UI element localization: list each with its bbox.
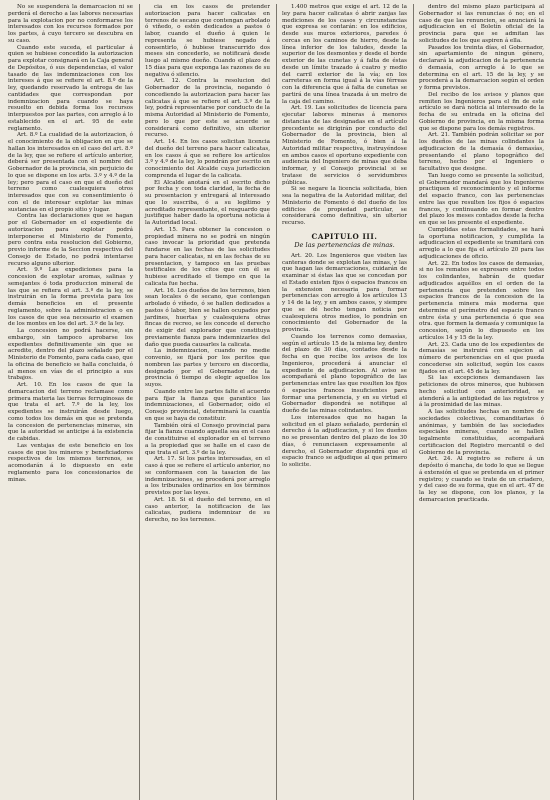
article-paragraph: Las ventajas de este beneficio en los casos de que los mineros y beneficiadores respectivos de los mismos terrenos, se acomodarán á lo dispuesto en este reglamento para los concesionarios de minas. xyxy=(8,442,133,483)
chapter-heading xyxy=(282,232,407,250)
text-column-1 xyxy=(8,4,133,800)
article-paragraph: Art. 20. Los Ingenieros que visiten las canteras donde se explotan las minas, y las que hagan las demarcaciones, cuidarán de examinar si éstas las que se concedan por el Estado existen fijos ó espacios francos en la extension necesaria para formar pertenencias con arreglo á los artículos 13 y 14 de la ley, y en ambos casos, y siempre que se dé hecho tengan noticia por cualesquiera otros medios, lo pondrán en conocimiento del Gobernador de la provincia. xyxy=(282,252,407,333)
article-paragraph: Art. 15. Para obtener la concesion o propiedad minera no se podrá en ningún caso invocar la prioridad que pretenda fundarse en las fechas de las solicitudes para hacer calicatas, ni en las fechas de su presentacion, y tampoco en las pruebas testificales de los citos que con él se hubiese acreditado el tiempo en que la calicata fue hecha. xyxy=(145,226,270,287)
article-paragraph: No se suspenderá la demarcacion ni se perderá el derecho a las labores necesarias para la explotacion por no conformarse los interesados con los recursos formados por los partes, á cuyo tercero se descubra en su caso. xyxy=(8,4,133,44)
article-paragraph: Art. 14. En los casos solicitan licencia del dueño del terreno para hacer calicatas, en los casos á que se refiere los artículos 3.º y 4.º de la ley, lo pondrán por escrito en conocimiento del Alcalde cuya jurisdiccion comprenda el lugar de la calicata. xyxy=(145,139,270,179)
article-paragraph: dentro del mismo plazo participará al Gobernador si las renuncias ó no; en el caso de que las renuncien, se anunciará la adjudicacion en el Boletín oficial de la provincia para que se admitan las solicitudes de los que aspiren á ella. xyxy=(419,4,544,44)
article-paragraph: Del recibo de los avisos y planos que remiten los Ingenieros para el fin de este artículo se dará noticia al interesado de la fecha de su entrada en la oficina del Gobierno de provincia, en la misma forma que se dispone para los demás registros. xyxy=(419,91,544,132)
article-paragraph: Si se negare la licencia solicitada, bien sea la negativa de la Autoridad militar, del Ministerio de Fomento ó del dueño de los edificios de propiedad particular, se considerará como definitiva, sin ulterior recurso. xyxy=(282,186,407,226)
article-paragraph: A las solicitudes hechas en nombre de sociedades colectivas, comanditarias ó anónimas, y también de las sociedades especiales mineras, cuando se hallen legalmente constituidas, acompañará certificacion del Registro mercantil o del Gobierno de la provincia. xyxy=(419,409,544,456)
article-paragraph: La indemnizacion, cuando no medie convenio, se fijará por los peritos que nombren las partes y tercero en discordia, designado por el Gobernador de la provincia ó tiempo de elegir aquellos los suyos. xyxy=(145,348,270,388)
article-paragraph: Art. 8.º La cualidad de la autorizacion, ó el conocimiento de la obligacion en que se hallan los interesados en el caso del art. 8.º de la ley, que se refiere el artículo anterior, deberá ser presentada con el nombre del Gobernador de la provincia, sin perjuicio de lo que se dispone en los arts. 3.º y 4.º de la ley; pero para el caso en que el dueño del terreno como cualesquiera otros interesados que con su consentimiento ó con el de interesar explotar las minas sustancias en el propio sitio y lugar. xyxy=(8,132,133,213)
article-paragraph: Art. 23. Cada uno de los expedientes de demasías se instruirá con sujecion al número de pertenencias en el que pueda concederse sin solicitud, según los casos fijados en el art. 45 de la ley. xyxy=(419,341,544,375)
article-paragraph: Art. 17. Si los partes interesadas, en el caso á que se refiere el artículo anterior, no se conformasen con la tasacion de las indemnizaciones, se procederá por arreglo a los tribunales ordinarios en los términos previstos por las leyes. xyxy=(145,456,270,496)
article-paragraph: Art. 19. Las solicitudes de licencia para ejecutar labores mineras á menores distancias de las designadas en el artículo precedente se dirigirán por conducto del Gobernador de la provincia, bien al Ministerio de Fomento, ó bien á la Autoridad militar respectiva, instruyéndose en ambos casos el oportuno expediente con audiencia del Ingeniero de minas que deba informar, y el Consejo provincial si se tratase de servicios ó servidumbres públicas. xyxy=(282,105,407,186)
article-paragraph: Si las excepciones demandasen las peticiones de otros mineros, que hubiesen hecho solicitud con anterioridad, se atenderá a la antigüedad de las registros y á la proximidad de las minas. xyxy=(419,375,544,409)
article-paragraph: 1.400 metros que exige el art. 12 de la ley para hacer calicatas ó abrir zanjas las mediciones de los casos y circunstancias que expresa se contarán: en los edificios, desde sus muros exteriores, paredes ó cercas en los caminos de hierro, desde la línea inferior de los taludes, desde la superior de los desmontes y desde el borde exterior de las cunetas y á falta de éstas desde un límite trazado á cuatro y medio del carril exterior de la vía; en los carreteras en forma igual á la vías férreas con la diferencia que á falta de cunetas se partirá de una línea trazada á un metro de la caja del camino. xyxy=(282,4,407,105)
article-paragraph: Contra las declaraciones que se hagan por el Gobernador en el expediente de autorizacion para explotar podrá interponerse el Ministerio de Fomento, pero contra esta resolucion del Gobierno, previo informe de la Seccion respectiva del Consejo de Estado, no podrá intentarse recurso alguno ulterior. xyxy=(8,213,133,267)
article-paragraph: Art. 22. En todos los casos de demasías, si no los remates se expresare entre todos los colindantes, habrán de quedar adjudicados aquéllos en el orden de la pertenencia que pretenden sobre los espacios francos de la concesion de la pertenencia minera más moderna que determine el perímetro del espacio franco entre ésta y una pertenencia ó que sea otra. que formen la demasía y comunique la concesion, según lo dispuesto en los artículos 14 y 15 de la ley. xyxy=(419,260,544,341)
article-paragraph: Art. 21. También podrán solicitar se por los dueños de las minas colindantes la adjudicacion de la demasía ó demasías, presentando el plano topográfico del terreno, hecho por el Ingeniero o facultativo que designe. xyxy=(419,132,544,172)
article-paragraph: Art. 24. Al registro se refiere á un depósito ó mancha, de todo lo que se llegue á extensión el que se pretenda en el primer registro; y cuando se trate de un criadero, y del caso de su forma, que en el art. 47 de la ley se dispone, con los planos, y la demarcacion practicada. xyxy=(419,456,544,503)
article-paragraph: Cumplidas estas formalidades, se hará la oportuna notificacion, y cumplida la adjudicacion el expediente se tramitará con arreglo a lo que fija el artículo 20 para las adjudicaciones de oficio. xyxy=(419,226,544,260)
article-paragraph: También oirá el Consejo provincial para fijar la fianza cuando aquella sea en el caso de constituirse el explorador en el terreno a la propiedad que se halle en el caso de que trata el art. 3.º de la ley. xyxy=(145,422,270,456)
article-paragraph: El Alcalde anotará en el escrito dicho por fecha y con toda claridad, la fecha de su presentacion y entregará al interesado que lo suscriba, ó a su legítimo y acreditado representante, el resguardo que justifique haber dado la oportuna noticia á la Autoridad local. xyxy=(145,179,270,226)
article-paragraph: Cuando este suceda, el particular á quien se hubiese concedido la autorizacion para explotar consignará en la Caja general de Depósitos, ó sus dependencias, el valor tasado de las indemnizaciones con los intereses á que se refiere el art. 8.º de la ley, quedando reservado la entrega de las cantidades que correspondan por indemnizacion para cuando se haya resuelto en debida forma los recursos interpuestos por las partes, con arreglo á lo establecido en el art. 95 de este reglamento. xyxy=(8,44,133,132)
article-paragraph: Cuando entre las partes falte el acuerdo para fijar la fianza que garantice las indemnizaciones, el Gobernador, oído el Consejo provincial, determinará la cuantía en que se haya de constituir. xyxy=(145,388,270,422)
text-column-2 xyxy=(139,4,270,800)
article-paragraph: Los interesados que no hagan la solicitud en el plazo señalado, perderán el derecho á la adjudicacion, y si los dueños no se presentan dentro del plazo de los 30 días, ó renunciasen expresamente al derecho, el Gobernador dispondrá que el espacio franco se adjudique al que primero lo solicite. xyxy=(282,414,407,468)
text-column-3 xyxy=(276,4,407,800)
article-paragraph: Art. 18. Si el dueño del terreno, en el caso anterior, la notificacion de las calicatas, pudiera indemnizar de su derecho, no los terrenos. xyxy=(145,496,270,523)
chapter-title: CAPITULO III. xyxy=(311,231,378,241)
chapter-subtitle: De las pertenencias de minas. xyxy=(294,240,395,249)
article-paragraph: Art. 9.º Las expediciones para la concesion de explotar aromas, salinas y semejantes ó toda produccion mineral de las que se refiera el art. 3.º de la ley, se instruirán en la forma prevista para los demás beneficios en el presente reglamento, sobre la administracion o en los casos de que sea necesario el examen de los montes en los del art. 3.º de la ley. xyxy=(8,267,133,328)
article-paragraph: Cuando los terrenos como demasías, según el artículo 15 de la misma ley, dentro del plazo de 30 días, contados desde la fecha en que recibe los avisos de los Ingenieros, procederá á anunciar el expediente de adjudicacion. Al aviso se acompañará el plano topográfico de las pertenencias entre las que resulten los fijos ó espacios francos insuficientes para formar una pertenencia, y en su virtud el Gobernador dispondrá se notifique al dueño de las minas colindantes. xyxy=(282,333,407,414)
article-paragraph: Art. 10. En los casos de que la demarcacion del terreno reclamase como primera materia las tierras ferruginosas de que trata el art. 7.º de la ley, los expedientes se instruirán desde luego, como todos los demás en que se pretenda la concesion de pertenencias mineras, sin que la autoridad se anticipe á la existencia de cabidas. xyxy=(8,382,133,442)
article-paragraph: Tan luego como se presente la solicitud, el Gobernador mandará que los Ingenieros practiquen el reconocimiento y el informe del espacio franco, con las pertenencias entre las que resulten los fijos ó espacios francos, y continuando en formar dentro del plazo los meses contados desde la fecha en que se les presente el expediente. xyxy=(419,172,544,226)
article-paragraph: Pasados los treinta días, el Gobernador, sin apartamiento de ningun género, declarará la adjudicacion de la pertenencia ó demasía, con arreglo á lo que se determina en el art. 15 de la ley, y se procederá a la demarcacion según el orden y forma previstos. xyxy=(419,44,544,91)
article-paragraph: cia en los casos de pretender autorizacion para hacer calicatas en terrenos de secano que contengan arbolado ó viñedo, o estén dedicados a pastos ó labor, cuando el dueño á quien le representa se hubiese negado á consentirlo, ó hubiese transcurrido dos meses sin concederlo, se notificará desde luego al mismo dueño. Cuando el plazo de 15 días para que exponga las razones de su negativa ó silencio. xyxy=(145,4,270,78)
text-column-4 xyxy=(413,4,544,800)
article-paragraph: Art. 12. Contra la resolucion del Gobernador de la provincia, negando ó concediendo la autorizacion para hacer las calicatas á que se refiere el art. 3.º de la ley, podrá representarse por conducto de la misma Autoridad al Ministerio de Fomento, pero lo que por este se acuerde se considerará como definitivo, sin ulterior recurso. xyxy=(145,78,270,139)
article-paragraph: Art. 16. Los dueños de los terrenos, bien sean locales ó de secano, que contengan arbolado ó viñedo, ó se hallen dedicados a pastos ó labor, bien se hallen ocupados por jardines, huertas y cualesquiera otras fincas de recreo, se les concede el derecho de exigir del explorador que constituya previamente fianza para indemnizarles del daño que pueda causarles la calicata. xyxy=(145,287,270,348)
article-paragraph: La concesion no podrá hacerse, sin embargo, sin tampoco aprobarse los expedientes definitivamente sin que se acredite, dentro del plazo señalado por el Ministerio de Fomento, para cada caso, que la oficina de beneficio se halla concluida, ó al menos en vías de el principio a sus trabajos. xyxy=(8,328,133,382)
